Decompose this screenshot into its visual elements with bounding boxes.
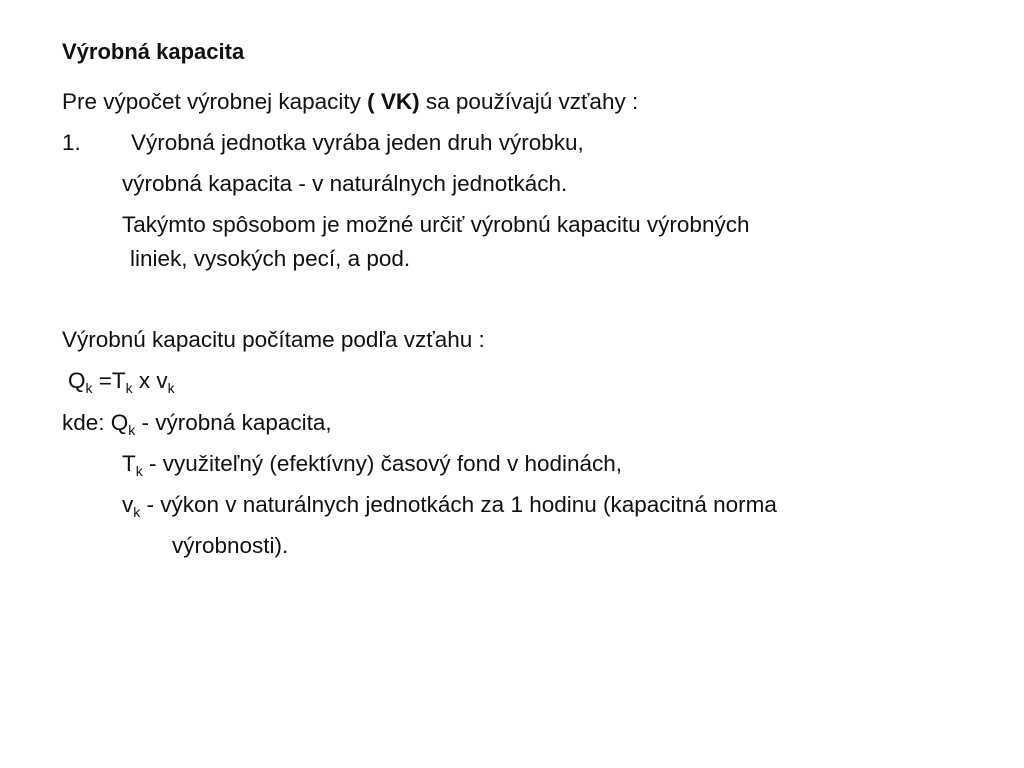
def-v-continuation xyxy=(172,532,288,560)
def-q-line xyxy=(62,409,332,437)
formula-eq-t: =T xyxy=(92,368,126,393)
list-item-1-text xyxy=(131,129,584,157)
def-q-subscript: k xyxy=(128,422,136,438)
def-t-text: - využiteľný (efektívny) časový fond v hodinách, xyxy=(142,451,623,476)
item1-line3 xyxy=(122,211,749,239)
def-t-subscript: k xyxy=(135,463,143,479)
formula-x-v: x v xyxy=(132,368,168,393)
def-v-text: - výkon v naturálnych jednotkách za 1 hodinu (kapacitná norma xyxy=(140,492,777,517)
formula-line xyxy=(68,367,175,395)
item1-line3-text: Takýmto spôsobom je možné určiť výrobnú kapacitu výrobných xyxy=(122,212,750,237)
item1-line4 xyxy=(130,245,410,273)
def-kde-q: kde: Q xyxy=(62,410,129,435)
item1-line4-text: liniek, vysokých pecí, a pod. xyxy=(130,246,411,271)
list-item-1 xyxy=(62,129,81,157)
def-v: v xyxy=(122,492,134,517)
def-q-text: - výrobná kapacita, xyxy=(135,410,332,435)
intro-prefix: Pre výpočet výrobnej kapacity xyxy=(62,89,368,114)
def-v-subscript: k xyxy=(133,504,141,520)
formula-intro xyxy=(62,326,485,354)
intro-vk-abbrev: ( VK) xyxy=(367,89,420,114)
slide-title xyxy=(62,38,244,66)
item1-line2 xyxy=(122,170,567,198)
formula-q: Q xyxy=(68,368,86,393)
list-item-1-label: Výrobná jednotka vyrába jeden druh výrobku, xyxy=(131,130,584,155)
formula-t-subscript: k xyxy=(125,380,133,396)
def-t-line xyxy=(122,450,622,478)
title-text: Výrobná kapacita xyxy=(62,39,245,64)
def-v-cont-text: výrobnosti). xyxy=(172,533,289,558)
def-t: T xyxy=(122,451,136,476)
intro-suffix: sa používajú vzťahy : xyxy=(419,89,639,114)
formula-intro-text: Výrobnú kapacitu počítame podľa vzťahu : xyxy=(62,327,485,352)
formula-q-subscript: k xyxy=(85,380,93,396)
list-item-1-number: 1. xyxy=(62,130,81,155)
item1-line2-text: výrobná kapacita - v naturálnych jednotkách. xyxy=(122,171,568,196)
formula-v-subscript: k xyxy=(167,380,175,396)
intro-line xyxy=(62,88,638,116)
def-v-line xyxy=(122,491,777,519)
